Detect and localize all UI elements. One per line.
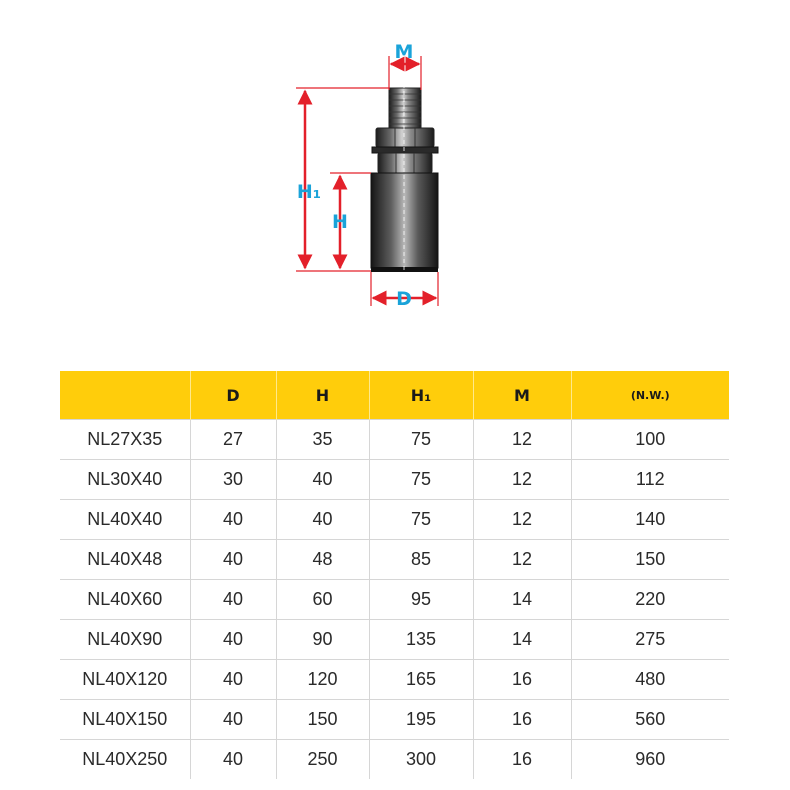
cell-d: 40 <box>190 660 276 700</box>
cell-nw: 560 <box>571 700 729 740</box>
cell-h: 35 <box>276 420 369 460</box>
cell-nw: 480 <box>571 660 729 700</box>
cell-model: NL40X60 <box>60 580 190 620</box>
header-model <box>60 371 190 420</box>
header-row <box>60 371 729 420</box>
cell-h: 250 <box>276 740 369 780</box>
header-d: D <box>190 371 276 420</box>
label-d: D <box>396 288 412 310</box>
cell-m: 16 <box>473 700 571 740</box>
cell-model: NL40X40 <box>60 500 190 540</box>
cell-model: NL27X35 <box>60 420 190 460</box>
cell-nw: 150 <box>571 540 729 580</box>
cell-model: NL40X250 <box>60 740 190 780</box>
cell-model: NL40X150 <box>60 700 190 740</box>
cell-h1: 75 <box>369 420 473 460</box>
cell-d: 40 <box>190 540 276 580</box>
leveling-foot-part <box>371 84 438 290</box>
table-row <box>60 420 729 460</box>
cell-h1: 85 <box>369 540 473 580</box>
table-row <box>60 460 729 500</box>
header-h: H <box>276 371 369 420</box>
cell-h: 150 <box>276 700 369 740</box>
spec-table <box>60 371 729 779</box>
label-h: H <box>332 211 348 233</box>
table-row <box>60 660 729 700</box>
upper-hex-nut <box>376 128 434 147</box>
cell-d: 40 <box>190 740 276 780</box>
washer <box>372 147 438 153</box>
cell-h1: 195 <box>369 700 473 740</box>
spec-table-header <box>60 371 729 420</box>
label-h1: H₁ <box>296 181 322 203</box>
table-row <box>60 540 729 580</box>
cell-d: 40 <box>190 500 276 540</box>
cell-model: NL40X90 <box>60 620 190 660</box>
cell-m: 12 <box>473 500 571 540</box>
cell-nw: 220 <box>571 580 729 620</box>
header-h1: H₁ <box>369 371 473 420</box>
cell-nw: 100 <box>571 420 729 460</box>
cell-m: 12 <box>473 460 571 500</box>
table-row <box>60 580 729 620</box>
cell-h1: 75 <box>369 500 473 540</box>
table-row <box>60 620 729 660</box>
cell-h: 40 <box>276 500 369 540</box>
cell-m: 12 <box>473 540 571 580</box>
cell-m: 16 <box>473 740 571 780</box>
spec-table-body <box>60 420 729 780</box>
lower-hex-nut <box>378 153 432 173</box>
cell-h1: 165 <box>369 660 473 700</box>
cell-h: 60 <box>276 580 369 620</box>
cell-h: 120 <box>276 660 369 700</box>
cell-nw: 960 <box>571 740 729 780</box>
cell-h1: 300 <box>369 740 473 780</box>
cell-m: 14 <box>473 580 571 620</box>
cell-m: 14 <box>473 620 571 660</box>
cell-d: 40 <box>190 620 276 660</box>
cell-d: 27 <box>190 420 276 460</box>
header-m: M <box>473 371 571 420</box>
cell-d: 30 <box>190 460 276 500</box>
cell-model: NL40X48 <box>60 540 190 580</box>
cell-h: 48 <box>276 540 369 580</box>
cell-m: 16 <box>473 660 571 700</box>
cell-h1: 135 <box>369 620 473 660</box>
cell-h1: 75 <box>369 460 473 500</box>
header-nw: (N.W.) <box>571 371 729 420</box>
cell-nw: 140 <box>571 500 729 540</box>
table-row <box>60 740 729 780</box>
cell-d: 40 <box>190 580 276 620</box>
cell-model: NL30X40 <box>60 460 190 500</box>
cell-m: 12 <box>473 420 571 460</box>
cell-model: NL40X120 <box>60 660 190 700</box>
table-row <box>60 500 729 540</box>
cell-h1: 95 <box>369 580 473 620</box>
cell-h: 40 <box>276 460 369 500</box>
leveling-foot-diagram <box>0 0 790 340</box>
cell-nw: 112 <box>571 460 729 500</box>
cell-nw: 275 <box>571 620 729 660</box>
cell-d: 40 <box>190 700 276 740</box>
label-m: M <box>394 41 414 63</box>
table-row <box>60 700 729 740</box>
cell-h: 90 <box>276 620 369 660</box>
